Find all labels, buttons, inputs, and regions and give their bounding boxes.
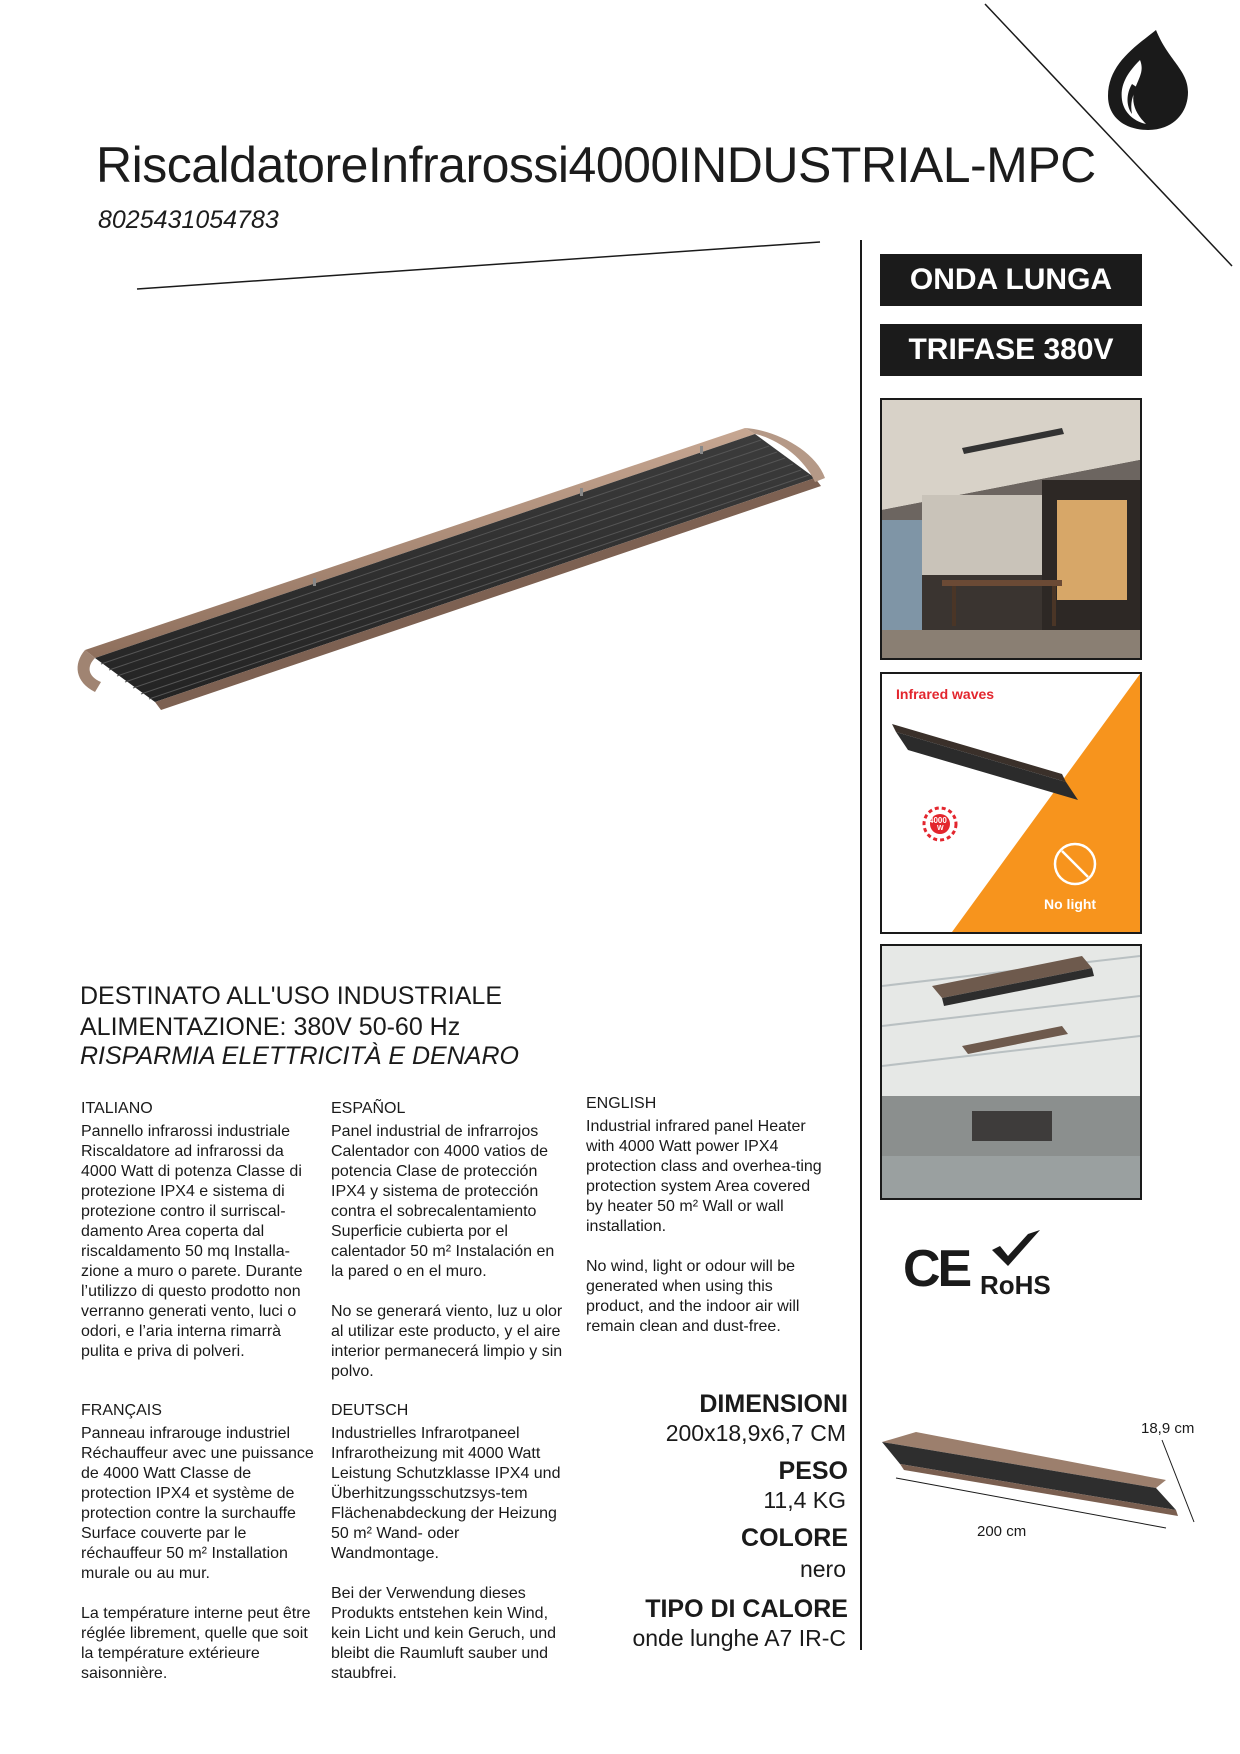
description-english bbox=[586, 1095, 826, 1337]
rohs-check-icon bbox=[990, 1228, 1042, 1270]
patio-photo bbox=[880, 398, 1142, 660]
vertical-divider bbox=[860, 240, 862, 1650]
dimensions-diagram bbox=[876, 1430, 1206, 1550]
description-text-it: Pannello infrarossi industriale Riscaldatore ad infrarossi da 4000 Watt di potenza Classe di protezione IPX4 e sistema di protezione contro il surriscal-damento Area coperta dal riscaldamento 50 mq Installa-zione a muro o parete. Durante l’utilizzo di questo prodotto non verranno generati vento, luci o odori, e l’aria interna rimarrà pulita e priva di polveri. bbox=[81, 1123, 303, 1360]
product-title: RiscaldatoreInfrarossi4000INDUSTRIAL-MPC bbox=[96, 137, 1096, 193]
dimension-length-label: 200 cm bbox=[977, 1523, 1027, 1540]
description-text-de-2: Bei der Verwendung dieses Produkts entstehen kein Wind, kein Licht und kein Geruch, und bleibt die Raumluft sauber und staubfrei. bbox=[331, 1585, 557, 1682]
description-text-fr-1: Panneau infrarouge industriel Réchauffeur avec une puissance de 4000 Watt Classe de protection IPX4 et système de protection contre la surchauffe Surface couverte par le réchauffeur 50 m² Installation murale ou au mur. bbox=[81, 1425, 314, 1582]
mall-photo bbox=[880, 944, 1142, 1200]
description-text-fr-2: La température interne peut être réglée librement, quelle que soit la température extérieure saisonnière. bbox=[81, 1605, 311, 1682]
lang-heading-de: DEUTSCH bbox=[331, 1402, 409, 1419]
spec-dimensions-value: 200x18,9x6,7 CM bbox=[665, 1420, 846, 1446]
infographic-no-light: No light bbox=[1044, 896, 1097, 912]
description-french bbox=[81, 1402, 316, 1684]
spec-color-value: nero bbox=[799, 1556, 846, 1582]
badge-onda-lunga: ONDA LUNGA bbox=[880, 254, 1142, 306]
spec-weight-value: 11,4 KG bbox=[763, 1487, 846, 1513]
infrared-infographic bbox=[880, 672, 1142, 934]
lang-heading-fr: FRANÇAIS bbox=[81, 1402, 162, 1419]
description-text-es-2: No se generará viento, luz u olor al utilizar este producto, y el aire interior permanecerá limpio y sin polvo. bbox=[331, 1303, 563, 1380]
description-text-de-1: Industrielles Infrarotpaneel Infrarotheizung mit 4000 Watt Leistung Schutzklasse IPX4 und Überhitzungsschutzsys-tem Flächenabdeckung der Heizung 50 m² Wand- oder Wandmontage. bbox=[331, 1425, 561, 1562]
infographic-power-unit: W bbox=[937, 825, 944, 832]
spec-dimensions-label: DIMENSIONI bbox=[699, 1390, 848, 1418]
description-spanish bbox=[331, 1100, 566, 1382]
spec-heat-type-label: TIPO DI CALORE bbox=[645, 1595, 848, 1623]
heater-product-image bbox=[55, 420, 835, 710]
headline-power-supply: ALIMENTAZIONE: 380V 50-60 Hz bbox=[80, 1013, 461, 1041]
lang-heading-it: ITALIANO bbox=[81, 1100, 153, 1117]
ce-mark-icon: CE bbox=[903, 1240, 970, 1298]
dimension-width-label: 18,9 cm bbox=[1141, 1420, 1195, 1437]
description-text-es-1: Panel industrial de infrarrojos Calentador con 4000 vatios de potencia Clase de protección IPX4 y sistema de protección contra el sobrecalentamiento Superficie cubierta por el calentador 50 m² Instalación en la pared o en el muro. bbox=[331, 1123, 555, 1280]
ean-code: 8025431054783 bbox=[98, 206, 279, 234]
headline-savings: RISPARMIA ELETTRICITÀ E DENARO bbox=[80, 1042, 519, 1070]
badge-trifase: TRIFASE 380V bbox=[880, 324, 1142, 376]
lang-heading-en: ENGLISH bbox=[586, 1095, 657, 1112]
spec-heat-type-value: onde lunghe A7 IR-C bbox=[632, 1625, 846, 1651]
spec-color-label: COLORE bbox=[741, 1524, 848, 1552]
description-german bbox=[331, 1402, 566, 1684]
spec-weight-label: PESO bbox=[778, 1457, 848, 1485]
lang-heading-es: ESPAÑOL bbox=[331, 1100, 406, 1117]
infographic-title: Infrared waves bbox=[896, 686, 995, 702]
flame-logo-icon bbox=[1096, 26, 1192, 132]
headline-industrial-use: DESTINATO ALL'USO INDUSTRIALE bbox=[80, 982, 503, 1010]
description-text-en-1: Industrial infrared panel Heater with 4000 Watt power IPX4 protection class and overhea-ting protection system Area covered by heater 50 m² Wall or wall installation. bbox=[586, 1118, 822, 1235]
description-italian bbox=[81, 1100, 316, 1362]
rohs-label: RoHS bbox=[980, 1270, 1051, 1300]
description-text-en-2: No wind, light or odour will be generated when using this product, and the indoor air will remain clean and dust-free. bbox=[586, 1258, 800, 1335]
infographic-power: 4000 bbox=[929, 816, 947, 825]
